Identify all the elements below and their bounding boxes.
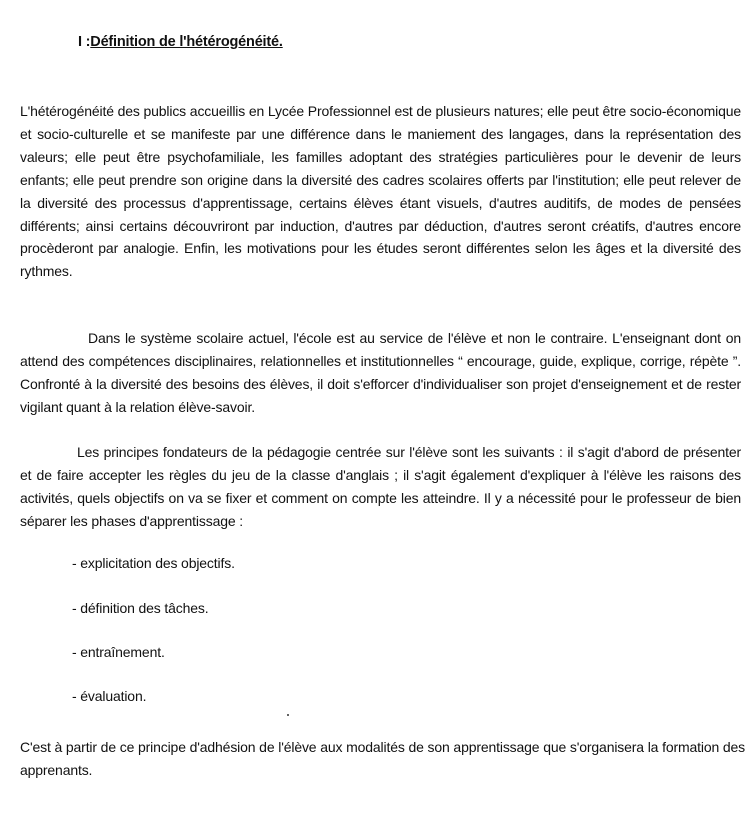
phase-item-training: - entraînement. [72,644,165,660]
phase-item-tasks: - définition des tâches. [72,600,209,616]
paragraph-school-system: Dans le système scolaire actuel, l'école est au service de l'élève et non le contraire. L'enseignant dont on attend des compétences disciplinaires, relationnelles et institutionnelles “ encourage, guide, explique, corrige, répète ”. Confronté à la diversité des besoins des élèves, il doit s'efforcer d'individualiser son projet d'enseignement et de rester vigilant quant à la relation élève-savoir. [20,330,741,415]
paragraph-founding-principles: Les principes fondateurs de la pédagogie centrée sur l'élève sont les suivants : il s'agit d'abord de présenter et de faire accepter les règles du jeu de la classe d'anglais ; il s'agit également d'expliquer à l'élève les raisons des activités, quels objectifs on va se fixer et comment on compte les atteindre. Il y a nécessité pour le professeur de bien séparer les phases d'apprentissage : [20,444,741,529]
section-title: Définition de l'hétérogénéité. [90,34,283,50]
section-heading [78,34,283,50]
paragraph-conclusion: C'est à partir de ce principe d'adhésion de l'élève aux modalités de son apprentissage que s'organisera la formation des apprenants. [20,739,745,778]
section-number: I : [78,34,91,50]
scan-speck [287,714,289,716]
paragraph-heterogeneity-natures: L'hétérogénéité des publics accueillis en Lycée Professionnel est de plusieurs natures; elle peut être socio-économique et socio-culturelle et se manifeste par une différence dans le maniement des langages, dans la représentation des valeurs; elle peut être psychofamiliale, les familles adoptant des stratégies particulières pour le devenir de leurs enfants; elle peut prendre son origine dans la diversité des cadres scolaires offerts par l'institution; elle peut relever de la diversité des processus d'apprentissage, certains élèves étant visuels, d'autres auditifs, de modes de pensées différents; ainsi certains découvriront par induction, d'autres par déduction, d'autres seront créatifs, d'autres encore procèderont par analogie. Enfin, les motivations pour les études seront différentes selon les âges et la diversité des rythmes. [20,103,741,280]
phase-item-objectives: - explicitation des objectifs. [72,555,235,571]
phase-item-evaluation: - évaluation. [72,688,147,704]
